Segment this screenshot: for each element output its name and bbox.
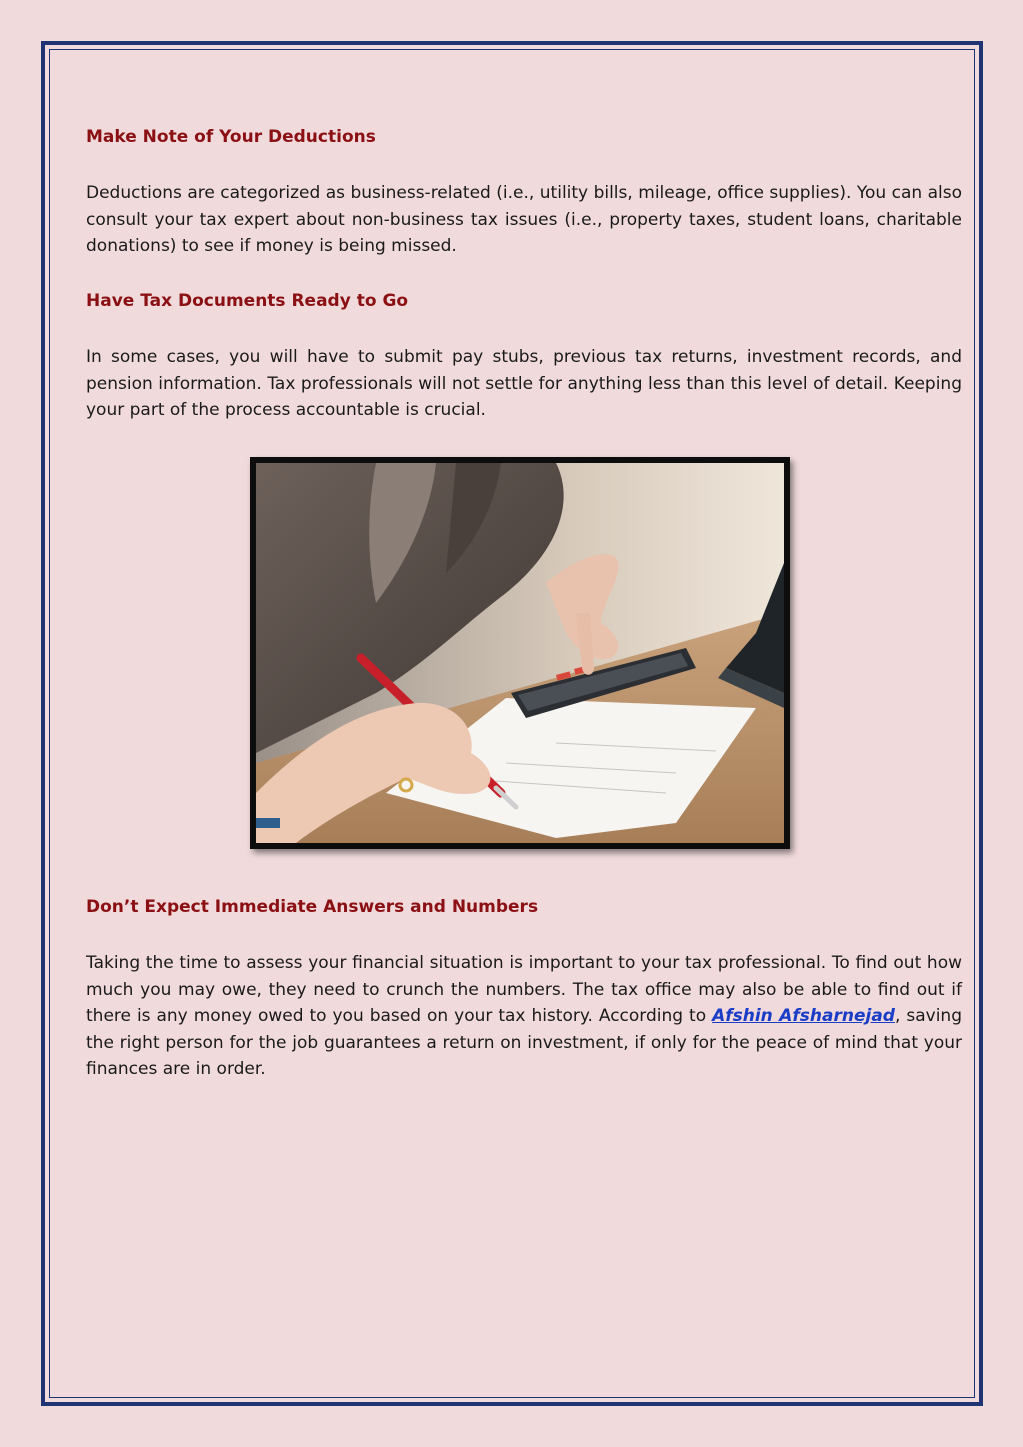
section-heading-documents: Have Tax Documents Ready to Go (86, 291, 409, 311)
body-text-before-link: Taking the time to assess your financial situation is important to your tax professional. To find out how much you may owe, they need to crunch the numbers. The tax office may also be able to find out if there is any money owed to you based on your tax history. According to (86, 953, 962, 1026)
tax-photo-illustration (256, 463, 784, 843)
section-body-expectations (86, 950, 962, 1083)
author-link[interactable]: Afshin Afsharnejad (712, 1006, 895, 1026)
tax-photo (250, 457, 790, 849)
section-heading-expectations: Don’t Expect Immediate Answers and Numbers (86, 897, 539, 917)
section-heading-deductions: Make Note of Your Deductions (86, 127, 376, 147)
section-body-documents: In some cases, you will have to submit pay stubs, previous tax returns, investment records, and pension information. Tax professionals will not settle for anything less than this level of detail. Keeping your part of the process accountable is crucial. (86, 347, 962, 420)
section-body-deductions: Deductions are categorized as business-related (i.e., utility bills, mileage, office supplies). You can also consult your tax expert about non-business tax issues (i.e., property taxes, student loans, charitable donations) to see if money is being missed. (86, 183, 962, 256)
body-text-after-link: , saving the right person for the job guarantees a return on investment, if only for the peace of mind that your finances are in order. (86, 1006, 962, 1079)
